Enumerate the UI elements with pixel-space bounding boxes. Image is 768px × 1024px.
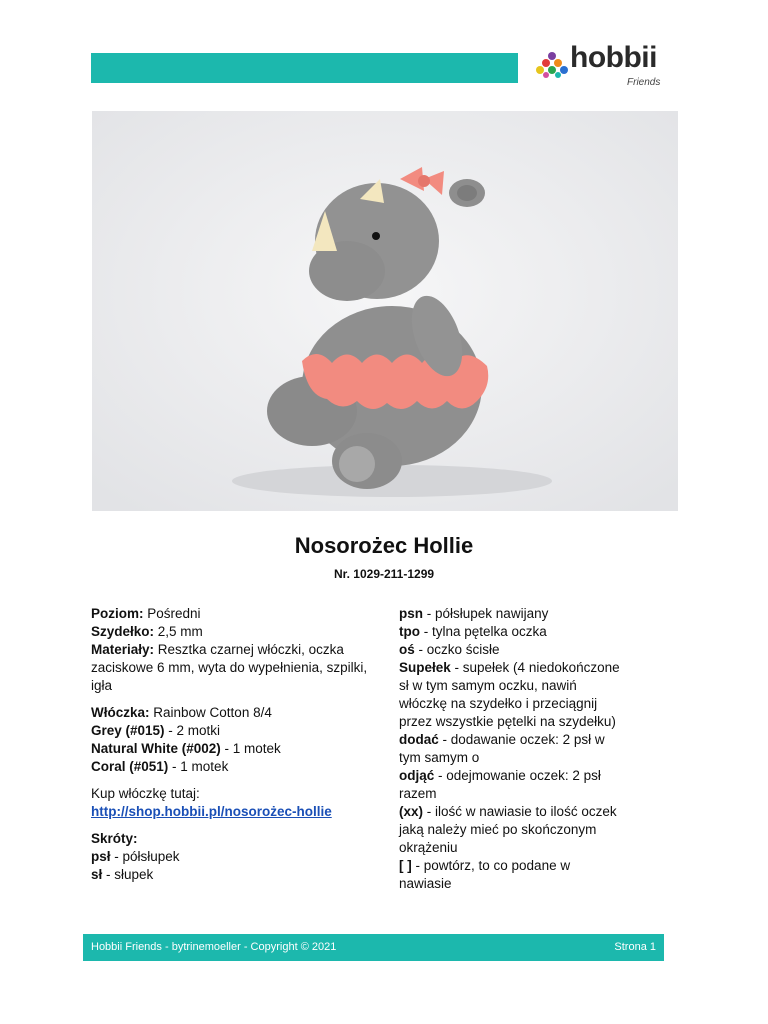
abbr-value: - odejmowanie oczek: 2 psł razem <box>399 768 601 801</box>
abbr-line <box>399 857 624 893</box>
abbr-value: - słupek <box>102 867 154 882</box>
page-number: Strona 1 <box>614 941 656 953</box>
materials-value: Resztka czarnej włóczki, oczka zaciskowe 6 mm, wyta do wypełnienia, szpilki, igła <box>91 642 368 693</box>
yarn-value: Rainbow Cotton 8/4 <box>149 705 272 720</box>
abbr-line <box>399 605 624 623</box>
right-column <box>399 605 624 893</box>
abbr-value: - supełek (4 niedokończone sł w tym samym oczku, nawiń włóczkę na szydełko i przeciągnij przez wszystkie pętelki na szydełku) <box>399 660 620 729</box>
yarn-balls-icon <box>534 50 570 78</box>
level-label: Poziom: <box>91 606 144 621</box>
logo-subtitle: Friends <box>627 77 661 88</box>
level-line <box>91 605 381 623</box>
abbr-label: odjąć <box>399 768 435 783</box>
abbr-line <box>399 803 624 857</box>
color-line <box>91 758 381 776</box>
abbr-label: oś <box>399 642 415 657</box>
abbr-label: psł <box>91 849 111 864</box>
abbr-line <box>399 731 624 767</box>
hook-value: 2,5 mm <box>154 624 203 639</box>
level-value: Pośredni <box>143 606 201 621</box>
yarn-line <box>91 704 381 722</box>
abbr-line <box>91 866 381 884</box>
hook-line <box>91 623 381 641</box>
color-value: - 2 motki <box>164 723 221 738</box>
materials-line <box>91 641 381 695</box>
abbr-label: sł <box>91 867 103 882</box>
pattern-number: Nr. 1029-211-1299 <box>333 567 435 581</box>
abbr-label: Supełek <box>399 660 451 675</box>
color-label: Grey (#015) <box>91 723 165 738</box>
abbr-line <box>399 767 624 803</box>
abbr-value: - ilość w nawiasie to ilość oczek jaką należy mieć po skończonym okrążeniu <box>399 804 617 855</box>
footer-copyright: Hobbii Friends - bytrinemoeller - Copyright © 2021 <box>91 941 337 953</box>
left-column <box>91 605 381 884</box>
footer-bar <box>83 934 664 961</box>
rhino-photo <box>92 111 678 511</box>
buy-text: Kup włóczkę tutaj: <box>91 786 200 801</box>
pattern-title: Nosorożec Hollie <box>294 533 474 558</box>
color-value: - 1 motek <box>220 741 281 756</box>
abbr-line <box>399 623 624 641</box>
abbr-label: tpo <box>399 624 420 639</box>
abbr-title: Skróty: <box>91 831 138 846</box>
abbr-line <box>91 848 381 866</box>
abbr-value: - półsłupek nawijany <box>423 606 549 621</box>
shop-link[interactable]: http://shop.hobbii.pl/nosorożec-hollie <box>91 804 332 819</box>
abbr-value: - dodawanie oczek: 2 psł w tym samym o <box>399 732 605 765</box>
abbr-value: - powtórz, to co podane w nawiasie <box>399 858 571 891</box>
abbr-value: - półsłupek <box>110 849 180 864</box>
hobbii-logo[interactable] <box>534 41 679 92</box>
abbr-label: dodać <box>399 732 439 747</box>
abbr-title-line <box>91 830 381 848</box>
abbr-label: (xx) <box>399 804 424 819</box>
materials-label: Materiały: <box>91 642 155 657</box>
color-label: Natural White (#002) <box>91 741 221 756</box>
header-bar <box>91 53 518 83</box>
abbr-line <box>399 641 624 659</box>
yarn-label: Włóczka: <box>91 705 150 720</box>
color-line <box>91 740 381 758</box>
abbr-value: - tylna pętelka oczka <box>420 624 547 639</box>
abbr-value: - oczko ścisłe <box>414 642 500 657</box>
color-label: Coral (#051) <box>91 759 169 774</box>
logo-wordmark: hobbii <box>570 41 657 74</box>
hook-label: Szydełko: <box>91 624 155 639</box>
abbr-label: psn <box>399 606 424 621</box>
abbr-label: [ ] <box>399 858 412 873</box>
color-value: - 1 motek <box>168 759 229 774</box>
buy-line <box>91 803 381 821</box>
abbr-line <box>399 659 624 731</box>
color-line <box>91 722 381 740</box>
